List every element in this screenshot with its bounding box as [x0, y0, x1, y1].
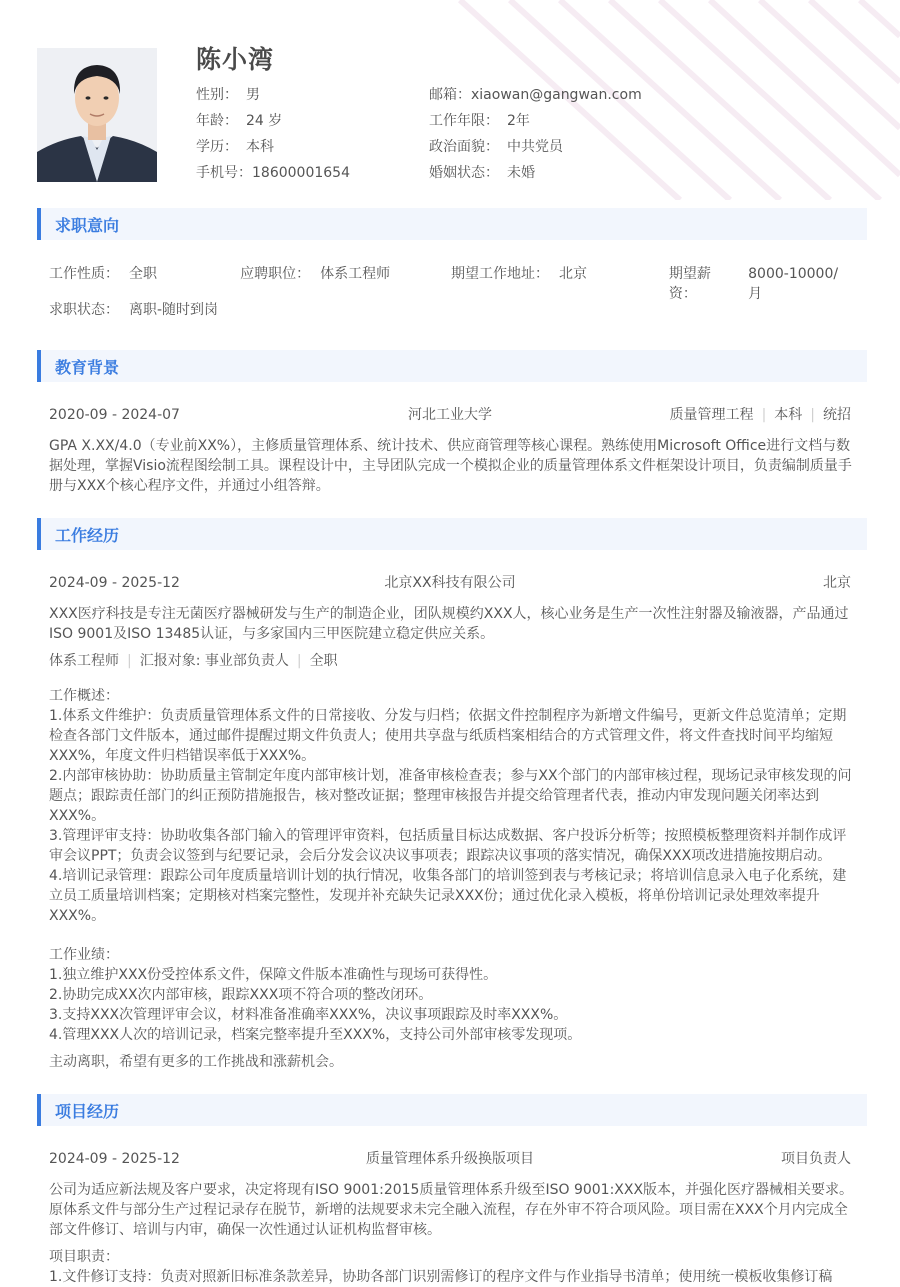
email-label: 邮箱： [429, 87, 471, 103]
enroll-type: 统招 [823, 407, 851, 423]
overview-item: 4.培训记录管理：跟踪公司年度质量培训计划的执行情况，收集各部门的培训签到表与考核记录；将培训信息录入电子化系统，建立员工质量培训档案；定期核对档案完整性，发现并补充缺失记录XXX份；通过优化录入模板，将单份培训记录处理效率提升XXX%。 [49, 868, 847, 924]
section-title: 求职意向 [55, 216, 120, 235]
work-role: 体系工程师 [49, 653, 119, 669]
achievement-item: 1.独立维护XXX份受控体系文件，保障文件版本准确性与现场可获得性。 [49, 967, 498, 983]
basic-info [196, 84, 856, 188]
gender-value: 男 [246, 87, 260, 103]
experience-value: 2年 [507, 113, 530, 129]
education-period: 2020-09 - 2024-07 [49, 407, 180, 423]
info-row [196, 162, 856, 188]
status-label: 求职状态： [49, 302, 119, 318]
project-description: 公司为适应新法规及客户要求，决定将现有ISO 9001:2015质量管理体系升级至ISO 9001:XXX版本，并强化医疗器械相关要求。原体系文件与部分生产过程记录存在脱节，新增的法规要求未完全融入流程，存在外审不符合项风险。项目需在XXX个月内完成全部文件修订、培训与内审，确保一次性通过认证机构监督审核。 [49, 1182, 854, 1238]
achievement-item: 4.管理XXX人次的培训记录，档案完整率提升至XXX%，支持公司外部审核零发现项。 [49, 1027, 582, 1043]
duty-item: 1.文件修订支持：负责对照新旧标准条款差异，协助各部门识别需修订的程序文件与作业指导书清单；使用统一模板收集修订稿 [49, 1269, 833, 1285]
education-label: 学历： [196, 139, 238, 155]
info-row [196, 84, 856, 110]
location-value: 北京 [559, 266, 588, 282]
political-label: 政治面貌： [429, 139, 499, 155]
work-overview [49, 686, 855, 926]
project-period: 2024-09 - 2025-12 [49, 1151, 180, 1167]
section-header-project [37, 1094, 867, 1126]
project-row [49, 1149, 851, 1169]
section-header-work [37, 518, 867, 550]
report-to: 汇报对象: 事业部负责人 [139, 653, 289, 669]
overview-item: 1.体系文件维护：负责质量管理体系文件的日常接收、分发与归档；依据文件控制程序为新增文件编号，更新文件总览清单；定期检查各部门文件版本，通过邮件提醒过期文件负责人；使用共享盘与纸质档案相结合的方式管理文件，将文件查找时间平均缩短XXX%，年度文件归档错误率低于XXX%。 [49, 708, 847, 764]
school-name: 河北工业大学 [408, 407, 492, 423]
education-value: 本科 [246, 139, 274, 155]
work-tags: 体系工程师 | 汇报对象: 事业部负责人 | 全职 [49, 653, 338, 669]
project-name: 质量管理体系升级换版项目 [366, 1151, 534, 1167]
salary-value: 8000-10000/月 [748, 266, 839, 302]
achievement-item: 3.支持XXX次管理评审会议，材料准备准确率XXX%，决议事项跟踪及时率XXX%。 [49, 1007, 568, 1023]
email-value[interactable]: xiaowan@gangwan.com [471, 87, 642, 103]
status-value: 离职-随时到岗 [129, 302, 219, 318]
work-achievements [49, 945, 855, 1045]
leave-reason: 主动离职，希望有更多的工作挑战和涨薪机会。 [49, 1054, 343, 1070]
work-period: 2024-09 - 2025-12 [49, 575, 180, 591]
salary-label: 期望薪资： [668, 266, 711, 302]
phone-label: 手机号： [196, 165, 252, 181]
education-tags: 质量管理工程 | 本科 | 统招 [669, 407, 851, 423]
location-label: 期望工作地址： [451, 266, 550, 282]
experience-label: 工作年限： [429, 113, 499, 129]
degree: 本科 [774, 407, 803, 423]
section-header-intent [37, 208, 867, 240]
candidate-name: 陈小湾 [196, 45, 275, 74]
job-type: 全职 [309, 653, 338, 669]
marital-value: 未婚 [507, 165, 535, 181]
phone-value[interactable]: 18600001654 [252, 165, 350, 181]
intent-row [49, 264, 851, 304]
political-value: 中共党员 [507, 139, 563, 155]
nature-label: 工作性质： [49, 266, 119, 282]
overview-item: 2.内部审核协助：协助质量主管制定年度内部审核计划，准备审核检查表；参与XX个部门的内部审核过程，现场记录审核发现的问题点；跟踪责任部门的纠正预防措施报告，核对整改证据；整理审核报告并提交给管理者代表，推动内审发现问题关闭率达到XXX%。 [49, 768, 852, 824]
age-label: 年龄： [196, 113, 238, 129]
project-role: 项目负责人 [781, 1151, 851, 1167]
work-row [49, 573, 851, 593]
overview-title: 工作概述： [49, 688, 119, 704]
duties-title: 项目职责： [49, 1249, 119, 1265]
section-title: 工作经历 [55, 526, 120, 545]
profile-photo [37, 48, 157, 182]
project-duties [49, 1247, 855, 1287]
position-value: 体系工程师 [320, 266, 391, 282]
section-title: 教育背景 [55, 358, 120, 377]
section-header-education [37, 350, 867, 382]
achievement-item: 2.协助完成XX次内部审核，跟踪XXX项不符合项的整改闭环。 [49, 987, 433, 1003]
gender-label: 性别： [196, 87, 238, 103]
work-city: 北京 [823, 575, 851, 591]
info-row [196, 136, 856, 162]
company-description: XXX医疗科技是专注无菌医疗器械研发与生产的制造企业，团队规模约XXX人，核心业务是生产一次性注射器及输液器，产品通过ISO 9001及ISO 13485认证，与多家国内三甲医院建立稳定供应关系。 [49, 606, 849, 642]
education-row [49, 405, 851, 425]
marital-label: 婚姻状态： [429, 165, 499, 181]
section-title: 项目经历 [55, 1102, 120, 1121]
achievements-title: 工作业绩： [49, 947, 119, 963]
company-name: 北京XX科技有限公司 [384, 575, 516, 591]
info-row [196, 110, 856, 136]
position-label: 应聘职位： [240, 266, 311, 282]
age-value: 24 岁 [246, 113, 283, 129]
overview-item: 3.管理评审支持：协助收集各部门输入的管理评审资料，包括质量目标达成数据、客户投诉分析等；按照模板整理资料并制作成评审会议PPT；负责会议签到与纪要记录，会后分发会议决议事项表；跟踪决议事项的落实情况，确保XXX项改进措施按期启动。 [49, 828, 847, 864]
education-description: GPA X.XX/4.0（专业前XX%），主修质量管理体系、统计技术、供应商管理等核心课程。熟练使用Microsoft Office进行文档与数据处理，掌握Visio流程图绘制工具。课程设计中，主导团队完成一个模拟企业的质量管理体系文件框架设计项目，负责编制质量手册与XXX个核心程序文件，并通过小组答辩。 [49, 438, 852, 494]
major: 质量管理工程 [669, 407, 754, 423]
intent-status-row [49, 300, 851, 320]
nature-value: 全职 [129, 266, 157, 282]
